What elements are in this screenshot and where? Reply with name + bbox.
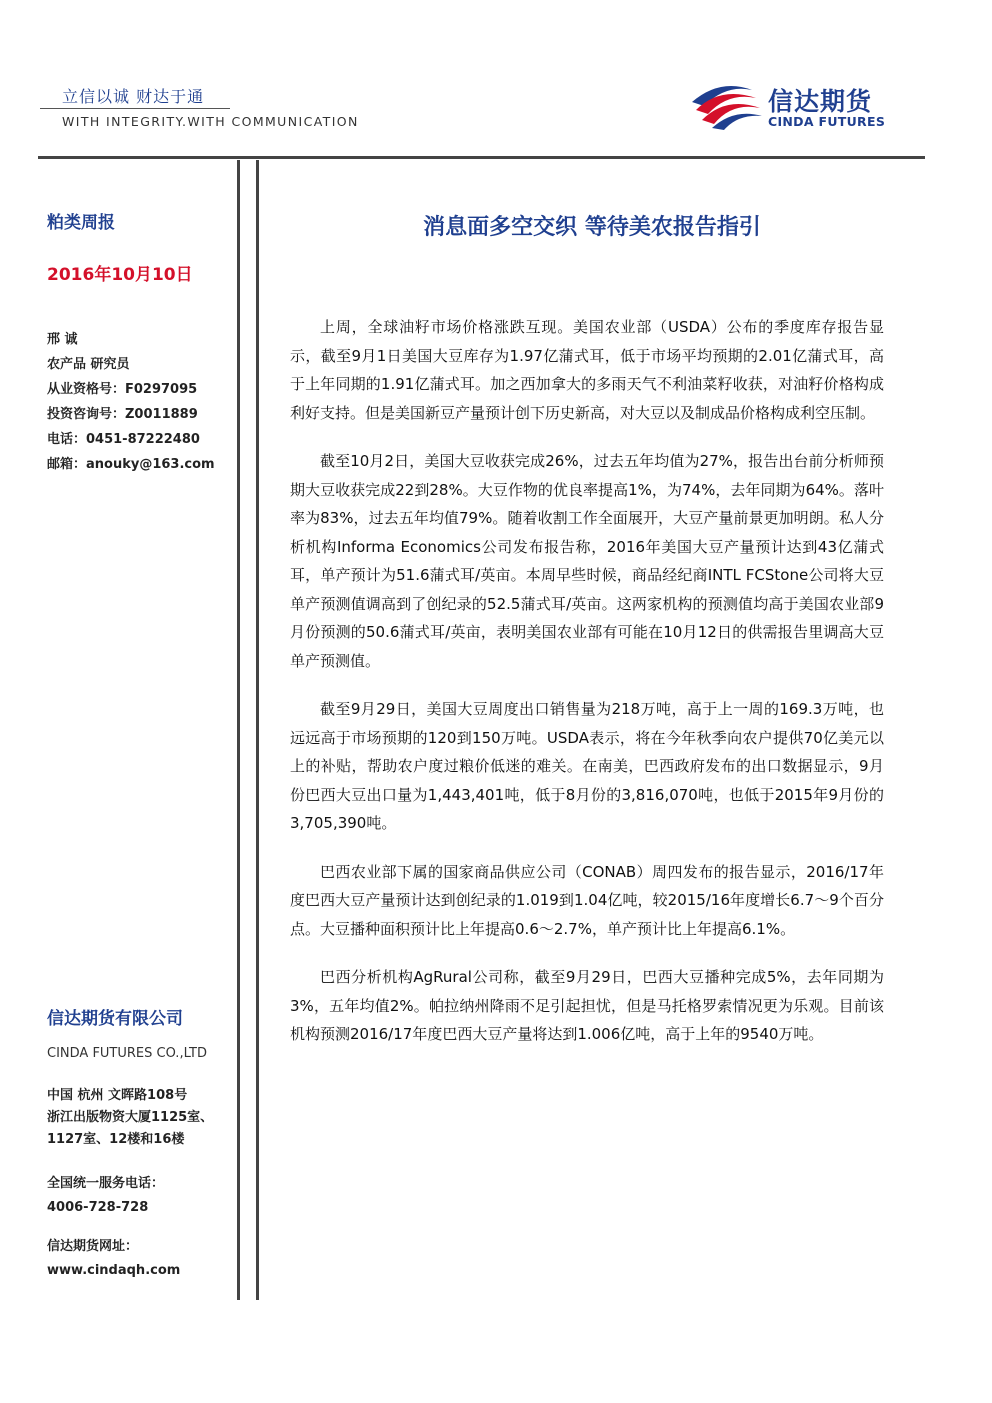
author-qualification: 从业资格号：F0297095	[47, 382, 198, 397]
hotline-number: 4006-728-728	[47, 1200, 149, 1215]
author-phone: 电话：0451-87222480	[47, 432, 200, 447]
company-name-en: CINDA FUTURES CO.,LTD	[47, 1046, 207, 1061]
slogan-underline	[40, 108, 230, 109]
article-paragraph: 截至10月2日，美国大豆收获完成26%，过去五年均值为27%，报告出台前分析师预期大豆收获完成22到28%。大豆作物的优良率提高1%，为74%，去年同期为64%。落叶率为83%，过去五年均值79%。随着收割工作全面展开，大豆产量前景更加明朗。私人分析机构Informa Economics公司发布报告称，2016年美国大豆产量预计达到43亿蒲式耳，单产预计为51.6蒲式耳/英亩。本周早些时候，商品经纪商INTL FCStone公司将大豆单产预测值调高到了创纪录的52.5蒲式耳/英亩。这两家机构的预测值均高于美国农业部9月份预测的50.6蒲式耳/英亩，表明美国农业部有可能在10月12日的供需报告里调高大豆单产预测值。	[290, 452, 884, 670]
report-type: 粕类周报	[47, 213, 115, 233]
author-email: 邮箱：anouky@163.com	[47, 457, 215, 472]
logo-text-cn: 信达期货	[768, 87, 873, 116]
column-divider-right	[256, 160, 259, 1300]
address-line: 中国 杭州 文晖路108号	[47, 1088, 188, 1103]
slogan-en: WITH INTEGRITY.WITH COMMUNICATION	[62, 114, 359, 129]
company-name-cn: 信达期货有限公司	[47, 1009, 183, 1029]
website-label: 信达期货网址：	[47, 1239, 139, 1254]
company-address	[47, 1085, 237, 1151]
article-paragraph: 截至9月29日，美国大豆周度出口销售量为218万吨，高于上一周的169.3万吨，也远远高于市场预期的120到150万吨。USDA表示，将在今年秋季向农户提供70亿美元以上的补贴，帮助农户度过粮价低迷的难关。在南美，巴西政府发布的出口数据显示，9月份巴西大豆出口量为1,443,401吨，低于8月份的3,816,070吨，也低于2015年9月份的3,705,390吨。	[290, 700, 884, 832]
author-role: 农产品 研究员	[47, 357, 130, 372]
header-divider	[38, 156, 925, 159]
author-consult-no: 投资咨询号：Z0011889	[47, 407, 198, 422]
article-paragraph: 巴西农业部下属的国家商品供应公司（CONAB）周四发布的报告显示，2016/17年度巴西大豆产量预计达到创纪录的1.019到1.04亿吨，较2015/16年度增长6.7～9个百分点。大豆播种面积预计比上年提高0.6～2.7%，单产预计比上年提高6.1%。	[290, 862, 884, 938]
author-name: 邢 诚	[47, 332, 78, 347]
cinda-logo-icon	[690, 80, 762, 130]
logo-text-en: CINDA FUTURES	[768, 114, 886, 129]
article-paragraph: 上周，全球油籽市场价格涨跌互现。美国农业部（USDA）公布的季度库存报告显示，截至9月1日美国大豆库存为1.97亿蒲式耳，低于市场平均预期的2.01亿蒲式耳，高于上年同期的1.91亿蒲式耳。加之西加拿大的多雨天气不利油菜籽收获，对油籽价格构成利好支持。但是美国新豆产量预计创下历史新高，对大豆以及制成品价格构成利空压制。	[290, 318, 884, 422]
address-line: 1127室、12楼和16楼	[47, 1132, 185, 1147]
report-date: 2016年10月10日	[47, 265, 193, 285]
company-website	[47, 1235, 180, 1283]
article-body	[290, 313, 884, 1069]
address-line: 浙江出版物资大厦1125室、	[47, 1110, 214, 1125]
website-link[interactable]: www.cindaqh.com	[47, 1263, 181, 1278]
slogan-cn: 立信以诚 财达于通	[62, 87, 205, 106]
article-title: 消息面多空交织 等待美农报告指引	[423, 215, 761, 240]
author-info	[47, 327, 232, 477]
column-divider-left	[237, 160, 240, 1300]
article-paragraph: 巴西分析机构AgRural公司称，截至9月29日，巴西大豆播种完成5%，去年同期为3%，五年均值2%。帕拉纳州降雨不足引起担忧，但是马托格罗索情况更为乐观。目前该机构预测2016/17年度巴西大豆产量将达到1.006亿吨，高于上年的9540万吨。	[290, 968, 884, 1043]
hotline-label: 全国统一服务电话：	[47, 1176, 165, 1191]
service-hotline	[47, 1172, 164, 1220]
